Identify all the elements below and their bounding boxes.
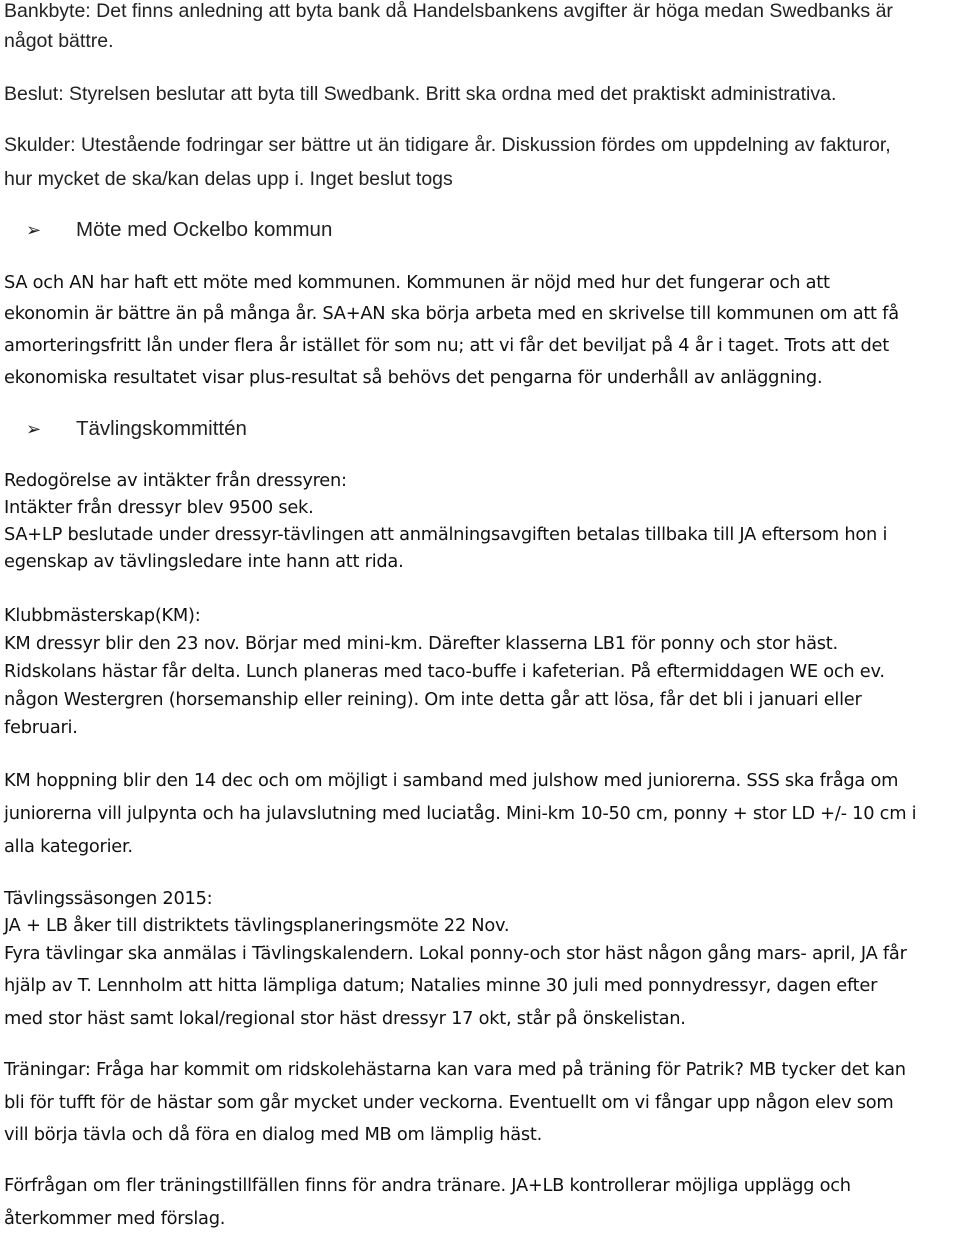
text-line-forfragan: Förfrågan om fler träningstillfällen finns för andra tränare. JA+LB kontrollerar möjliga upplägg och bbox=[4, 1175, 851, 1196]
text-line-skulder: Skulder: Utestående fodringar ser bättre ut än tidigare år. Diskussion fördes om uppdelning av fakturor, bbox=[4, 134, 891, 156]
arrowhead-bullet-icon: ➢ bbox=[26, 419, 42, 440]
text-line: vill börja tävla och då föra en dialog med MB om lämplig häst. bbox=[4, 1124, 543, 1145]
text-line-beslut: Beslut: Styrelsen beslutar att byta till Swedbank. Britt ska ordna med det praktiskt administrativa. bbox=[4, 83, 837, 105]
text-line: någon Westergren (horsemanship eller reining). Om inte detta går att lösa, får det bli i januari eller bbox=[4, 689, 862, 710]
text-line: Intäkter från dressyr blev 9500 sek. bbox=[4, 497, 314, 518]
heading-label: Möte med Ockelbo kommun bbox=[76, 218, 333, 241]
text-line: hur mycket de ska/kan delas upp i. Inget beslut togs bbox=[4, 168, 453, 190]
section-heading-ockelbo bbox=[26, 218, 332, 242]
text-line-tavlingssasongen: Tävlingssäsongen 2015: bbox=[4, 888, 213, 909]
text-line: SA+LP beslutade under dressyr-tävlingen att anmälningsavgiften betalas tillbaka till JA eftersom hon i bbox=[4, 524, 888, 545]
text-line: Redogörelse av intäkter från dressyren: bbox=[4, 470, 347, 491]
text-line: Ridskolans hästar får delta. Lunch planeras med taco-buffe i kafeterian. På eftermiddagen WE och ev. bbox=[4, 661, 885, 682]
text-line: med stor häst samt lokal/regional stor häst dressyr 17 okt, står på önskelistan. bbox=[4, 1008, 686, 1029]
text-line: KM dressyr blir den 23 nov. Börjar med mini-km. Därefter klasserna LB1 för ponny och stor häst. bbox=[4, 633, 838, 654]
text-line: bli för tufft för de hästar som går mycket under veckorna. Eventuellt om vi fångar upp någon elev som bbox=[4, 1092, 894, 1113]
text-line: återkommer med förslag. bbox=[4, 1208, 226, 1229]
text-line: alla kategorier. bbox=[4, 836, 133, 857]
text-line-km-heading: Klubbmästerskap(KM): bbox=[4, 605, 201, 626]
text-line: juniorerna vill julpynta och ha julavslutning med luciatåg. Mini-km 10-50 cm, ponny + stor LD +/- 10 cm i bbox=[4, 803, 917, 824]
text-line: SA och AN har haft ett möte med kommunen. Kommunen är nöjd med hur det fungerar och att bbox=[4, 272, 830, 293]
text-line-bankbyte: Bankbyte: Det finns anledning att byta bank då Handelsbankens avgifter är höga medan Swedbanks är bbox=[4, 0, 893, 22]
text-line: något bättre. bbox=[4, 30, 114, 52]
section-heading-tavlingskommitten bbox=[26, 417, 247, 441]
text-line: ekonomin är bättre än på många år. SA+AN ska börja arbeta med en skrivelse till kommunen om att få bbox=[4, 303, 899, 324]
text-line: JA + LB åker till distriktets tävlingsplaneringsmöte 22 Nov. bbox=[4, 915, 510, 936]
text-line: amorteringsfritt lån under flera år istället för som nu; att vi får det beviljat på 4 år i taget. Trots att det bbox=[4, 335, 889, 356]
heading-label: Tävlingskommittén bbox=[76, 417, 247, 440]
text-line: ekonomiska resultatet visar plus-resultat så behövs det pengarna för underhåll av anläggning. bbox=[4, 367, 823, 388]
text-line: Fyra tävlingar ska anmälas i Tävlingskalendern. Lokal ponny-och stor häst någon gång mars- april, JA får bbox=[4, 943, 907, 964]
text-line-traningar: Träningar: Fråga har kommit om ridskolehästarna kan vara med på träning för Patrik? MB tycker det kan bbox=[4, 1059, 906, 1080]
text-line: KM hoppning blir den 14 dec och om möjligt i samband med julshow med juniorerna. SSS ska fråga om bbox=[4, 770, 899, 791]
text-line: hjälp av T. Lennholm att hitta lämpliga datum; Natalies minne 30 juli med ponnydressyr, dagen efter bbox=[4, 975, 878, 996]
text-line: februari. bbox=[4, 717, 78, 738]
arrowhead-bullet-icon: ➢ bbox=[26, 220, 42, 241]
text-line: egenskap av tävlingsledare inte hann att rida. bbox=[4, 551, 404, 572]
